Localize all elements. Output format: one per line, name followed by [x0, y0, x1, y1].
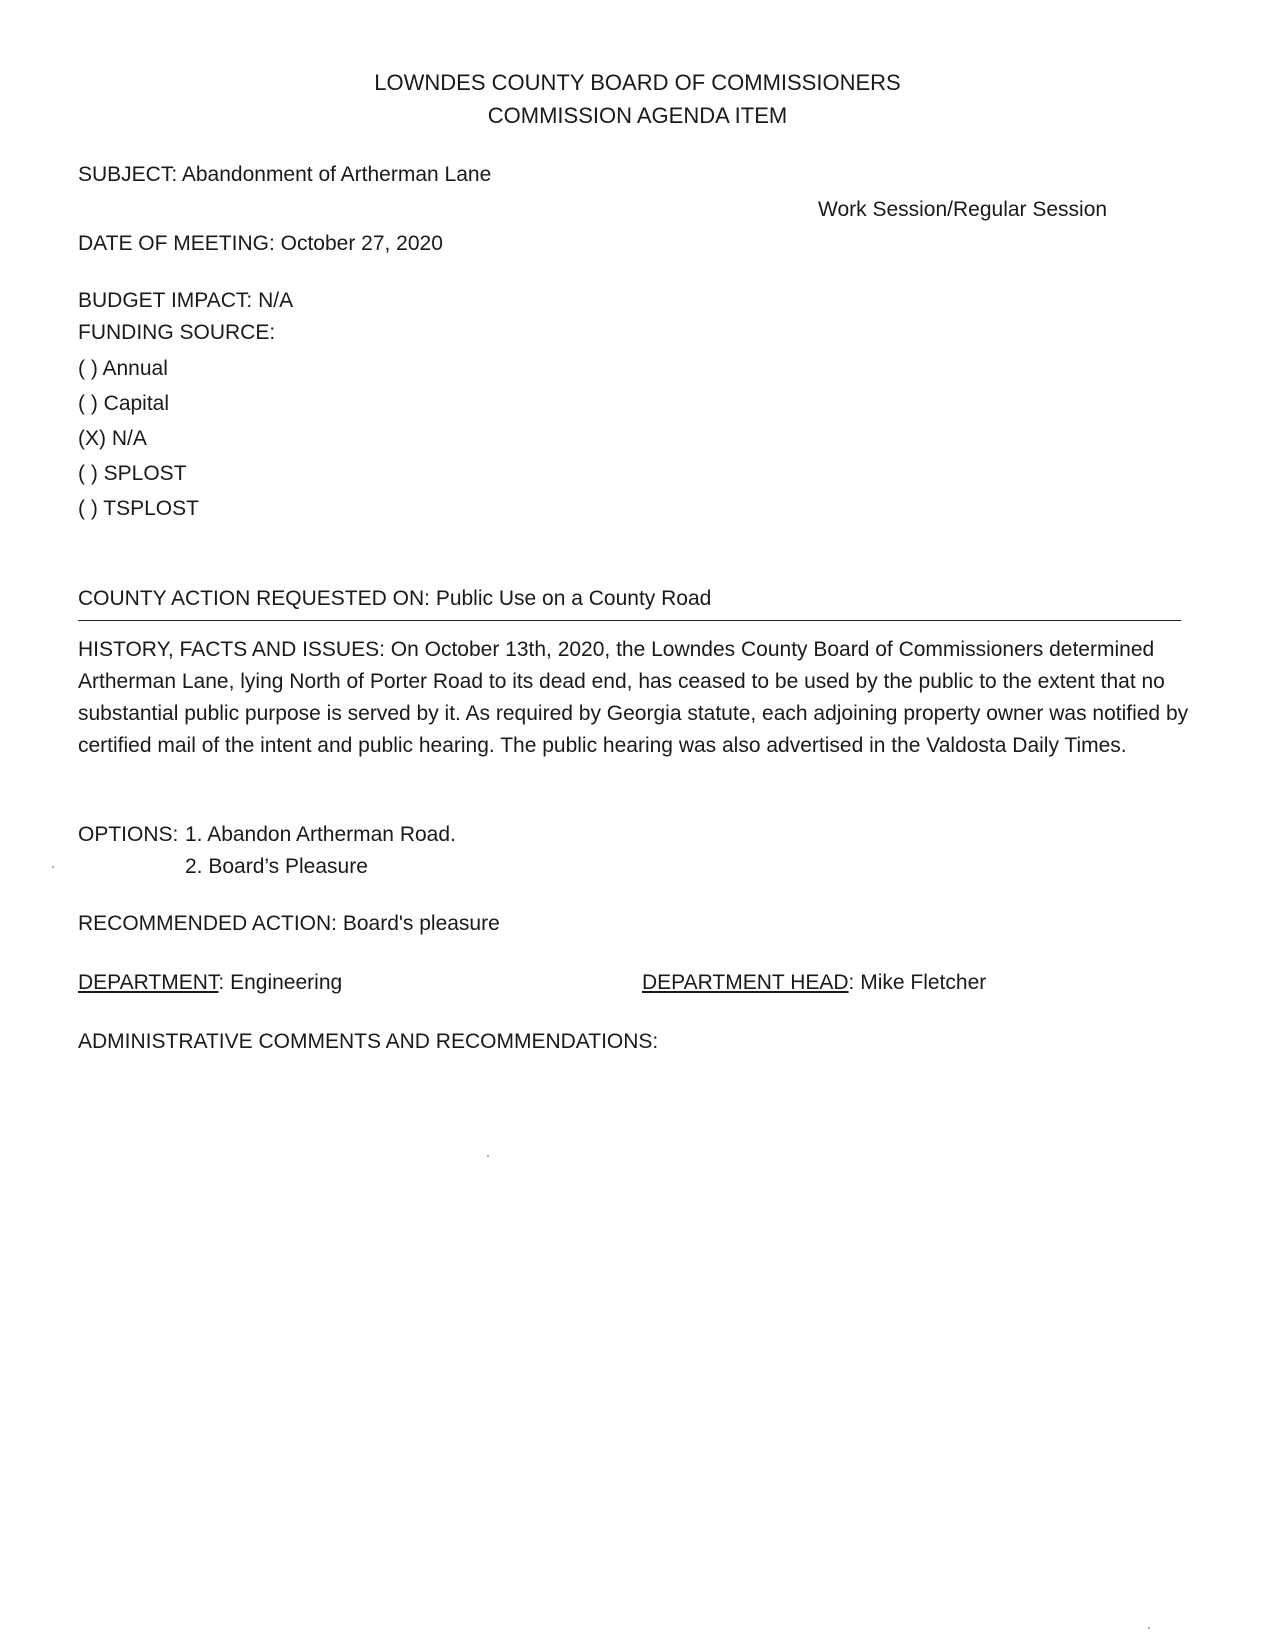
- funding-option-annual: ( ) Annual: [78, 357, 168, 380]
- funding-option-capital: ( ) Capital: [78, 392, 170, 415]
- funding-source-label: FUNDING SOURCE:: [78, 321, 276, 344]
- scan-speck: [1148, 1627, 1150, 1629]
- recommended-action: RECOMMENDED ACTION: Board's pleasure: [78, 912, 500, 935]
- department-head-value: : Mike Fletcher: [848, 971, 987, 994]
- session-type: Work Session/Regular Session: [818, 198, 1108, 221]
- meeting-date: DATE OF MEETING: October 27, 2020: [78, 232, 443, 255]
- department-head-label: DEPARTMENT HEAD: [642, 971, 849, 994]
- scan-speck: [52, 866, 54, 868]
- department-value: : Engineering: [218, 971, 343, 994]
- scan-speck: [487, 1155, 489, 1157]
- administrative-comments: ADMINISTRATIVE COMMENTS AND RECOMMENDATIONS:: [78, 1030, 659, 1053]
- history-facts-issues: HISTORY, FACTS AND ISSUES: On October 13th, 2020, the Lowndes County Board of Commissioners determined Artherman Lane, lying North of Porter Road to its dead end, has ceased to be used by the public to the extent that no substantial public purpose is served by it. As required by Georgia statute, each adjoining property owner was notified by certified mail of the intent and public hearing. The public hearing was also advertised in the Valdosta Daily Times.: [78, 638, 1189, 757]
- department-head: [642, 971, 986, 995]
- county-action-requested: COUNTY ACTION REQUESTED ON: Public Use on a County Road: [78, 587, 712, 610]
- subject-line: SUBJECT: Abandonment of Artherman Lane: [78, 163, 492, 186]
- funding-option-tsplost: ( ) TSPLOST: [78, 497, 199, 520]
- budget-impact: BUDGET IMPACT: N/A: [78, 289, 294, 312]
- funding-option-splost: ( ) SPLOST: [78, 462, 187, 485]
- header-title: LOWNDES COUNTY BOARD OF COMMISSIONERS: [374, 70, 901, 95]
- option-item-2: 2. Board’s Pleasure: [185, 855, 368, 878]
- funding-option-na: (X) N/A: [78, 427, 147, 450]
- options-label: OPTIONS:: [78, 823, 179, 846]
- department-label: DEPARTMENT: [78, 971, 219, 994]
- section-divider: [78, 620, 1181, 621]
- department: [78, 971, 342, 995]
- option-item-1: 1. Abandon Artherman Road.: [185, 823, 456, 846]
- header-subtitle: COMMISSION AGENDA ITEM: [487, 103, 788, 128]
